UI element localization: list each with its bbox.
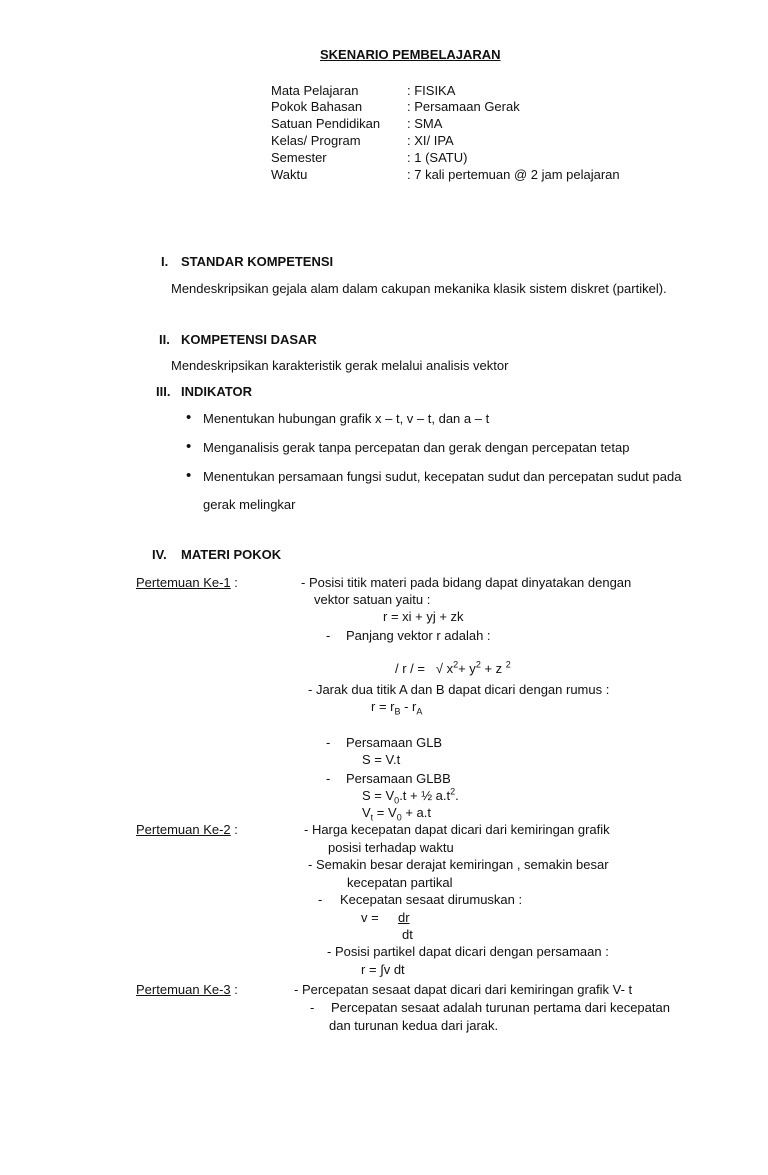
section-heading: INDIKATOR: [181, 384, 253, 399]
indicator-item: Menentukan persamaan fungsi sudut, kecepatan sudut dan percepatan sudut pada: [203, 469, 682, 484]
material-line: Persamaan GLB: [346, 735, 443, 750]
info-label: Semester: [271, 150, 327, 165]
meeting-label: Pertemuan Ke-1 :: [136, 575, 238, 590]
formula-glbb-s: $S = V_0.t$ + ½ $a.t^2$.: [362, 786, 459, 806]
bullet-icon: •: [186, 409, 192, 426]
bullet-icon: •: [186, 438, 192, 455]
indicator-item-continuation: gerak melingkar: [203, 497, 296, 512]
material-line: - Posisi titik materi pada bidang dapat dinyatakan dengan: [301, 575, 632, 590]
dash: -: [326, 735, 331, 750]
material-line: Panjang vektor r adalah :: [346, 628, 491, 643]
meeting-label: Pertemuan Ke-3 :: [136, 982, 238, 997]
section-number: III.: [156, 384, 171, 399]
section-heading: STANDAR KOMPETENSI: [181, 254, 334, 269]
material-line: - Jarak dua titik A dan B dapat dicari dengan rumus :: [308, 682, 610, 697]
formula-distance: $r = r_B - r_A$: [371, 699, 423, 717]
info-value: : 7 kali pertemuan @ 2 jam pelajaran: [407, 167, 620, 182]
document-title: SKENARIO PEMBELAJARAN: [320, 47, 501, 62]
info-value: : XI/ IPA: [407, 133, 454, 148]
info-label: Kelas/ Program: [271, 133, 361, 148]
info-value: : FISIKA: [407, 83, 456, 98]
material-line: - Harga kecepatan dapat dicari dari kemiringan grafik: [304, 822, 610, 837]
material-line: Persamaan GLBB: [346, 771, 451, 786]
material-line: Percepatan sesaat adalah turunan pertama dari kecepatan: [331, 1000, 670, 1015]
info-label: Waktu: [271, 167, 308, 182]
info-label: Pokok Bahasan: [271, 99, 363, 114]
material-line: - Semakin besar derajat kemiringan , semakin besar: [308, 857, 609, 872]
material-line: dan turunan kedua dari jarak.: [329, 1018, 499, 1033]
material-line: vektor satuan yaitu :: [314, 592, 431, 607]
section-number: IV.: [152, 547, 167, 562]
indicator-item: Menganalisis gerak tanpa percepatan dan gerak dengan percepatan tetap: [203, 440, 630, 455]
material-line: Kecepatan sesaat dirumuskan :: [340, 892, 523, 907]
section-body: Mendeskripsikan gejala alam dalam cakupan mekanika klasik sistem diskret (partikel).: [171, 281, 667, 296]
info-value: : SMA: [407, 116, 443, 131]
material-line: - Posisi partikel dapat dicari dengan persamaan :: [327, 944, 609, 959]
formula-velocity-denominator: dt: [402, 927, 413, 942]
dash: -: [318, 892, 323, 907]
formula-velocity-numerator: dr: [398, 910, 410, 925]
section-heading: KOMPETENSI DASAR: [181, 332, 317, 347]
material-line: - Percepatan sesaat dapat dicari dari kemiringan grafik V- t: [294, 982, 633, 997]
info-label: Mata Pelajaran: [271, 83, 359, 98]
formula-magnitude: / r / = √ $x^2+ y^2 + z$ $^2$: [395, 659, 511, 676]
dash: -: [326, 771, 331, 786]
section-heading: MATERI POKOK: [181, 547, 282, 562]
bullet-icon: •: [186, 467, 192, 484]
dash: -: [326, 628, 331, 643]
section-number: I.: [161, 254, 169, 269]
indicator-item: Menentukan hubungan grafik x – t, v – t, dan a – t: [203, 411, 490, 426]
section-body: Mendeskripsikan karakteristik gerak melalui analisis vektor: [171, 358, 509, 373]
dash: -: [310, 1000, 315, 1015]
formula: r = xi + yj + zk: [383, 609, 464, 624]
meeting-label: Pertemuan Ke-2 :: [136, 822, 238, 837]
formula: S = V.t: [362, 752, 401, 767]
info-label: Satuan Pendidikan: [271, 116, 381, 131]
section-number: II.: [159, 332, 170, 347]
info-value: : 1 (SATU): [407, 150, 468, 165]
info-value: : Persamaan Gerak: [407, 99, 520, 114]
formula-glbb-v: $V_t = V_0 + a.t$: [362, 805, 431, 823]
material-line: kecepatan partikal: [347, 875, 453, 890]
material-line: posisi terhadap waktu: [328, 840, 454, 855]
formula-velocity-lhs: v =: [361, 910, 379, 925]
formula: r = ∫v dt: [361, 962, 405, 977]
